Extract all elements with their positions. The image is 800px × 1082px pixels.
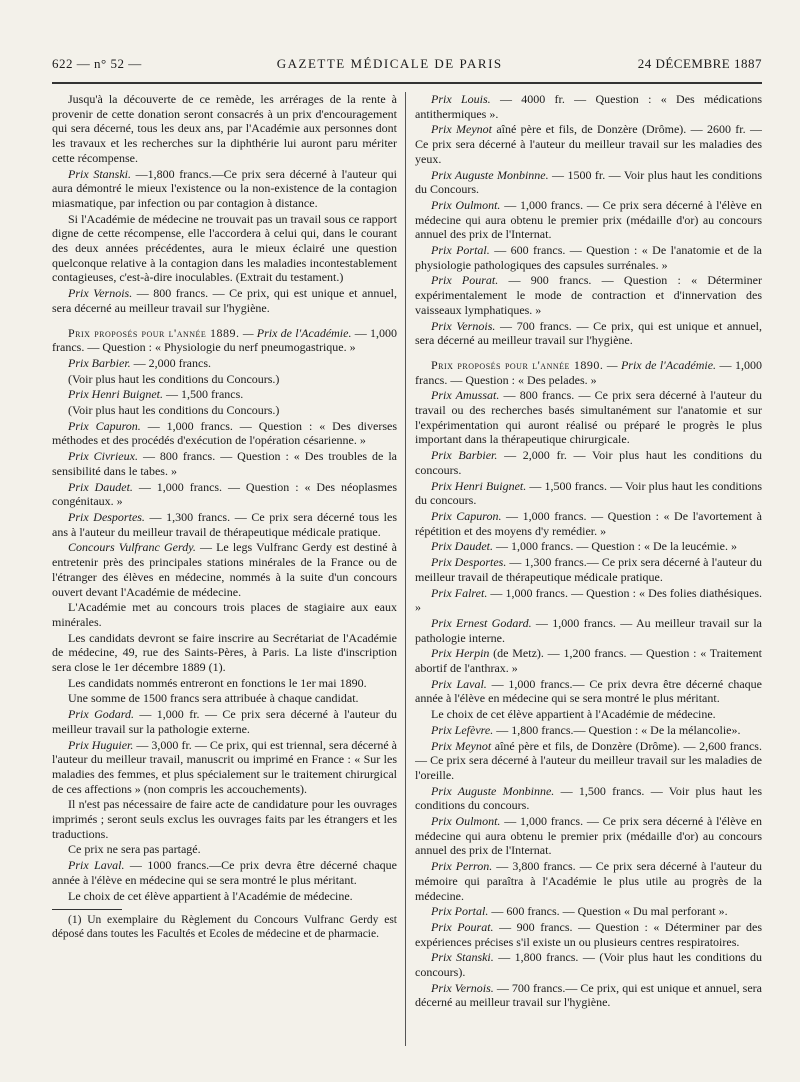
paragraph-text: — 1,300 francs. — Ce prix sera décerné tous les ans à l'auteur du meilleur travail de thérapeutique médicale pratique. <box>52 509 397 539</box>
page-header <box>52 56 762 76</box>
paragraph-text: aîné père et fils, de Donzère (Drôme). — 2600 fr. — Ce prix sera décerné à l'auteur du meilleur travail sur les maladies des yeux. <box>415 122 762 166</box>
paragraph <box>52 858 397 887</box>
paragraph-text: Le choix de cet élève appartient à l'Académie de médecine. <box>68 888 353 903</box>
left-column <box>52 92 397 1046</box>
paragraph-text: — 1,000 francs. — Question : « Des pelades. » <box>415 357 762 387</box>
prize-name: Prix Portal. <box>431 904 489 919</box>
paragraph <box>52 92 397 166</box>
prize-name: Prix Godard. <box>68 707 134 722</box>
paragraph <box>52 167 397 211</box>
paragraph <box>52 691 397 706</box>
paragraph-text: — 2,000 fr. — Voir plus haut les conditions du concours. <box>415 448 762 477</box>
prize-name: Prix Lefèvre. <box>431 722 494 737</box>
paragraph-text: — Le legs Vulfranc Gerdy est destiné à entretenir près des principales stations minérales de la France ou de l'étranger des élèves en médecine, nommés à la suite d'un concours ouvert devant l'Académie de médecine. <box>52 540 397 599</box>
paragraph <box>52 738 397 797</box>
prize-name: Prix Pourat. <box>431 919 494 934</box>
journal-title: GAZETTE MÉDICALE DE PARIS <box>276 56 503 71</box>
paragraph <box>52 631 397 675</box>
prize-name: Prix Barbier. <box>68 355 131 370</box>
header-rule <box>52 82 762 84</box>
paragraph <box>415 198 762 242</box>
prize-name: Prix Herpin <box>431 646 490 661</box>
paragraph-text: — 1,500 francs. — Voir plus haut les conditions du concours. <box>415 478 762 508</box>
paragraph <box>52 326 397 355</box>
paragraph <box>52 419 397 448</box>
paragraph <box>52 676 397 691</box>
prize-name: Concours Vulfranc Gerdy. <box>68 540 196 555</box>
paragraph <box>52 356 397 371</box>
paragraph <box>415 920 762 949</box>
paragraph-text: (Voir plus haut les conditions du Concours.) <box>68 371 280 386</box>
paragraph <box>415 859 762 903</box>
paragraph-text: — 3,800 francs. — Ce prix sera décerné à l'auteur du mémoire qui paraîtra à l'Académie le plus utile au progrès de la médecine. <box>415 859 762 903</box>
paragraph <box>415 358 762 387</box>
paragraph <box>52 480 397 509</box>
issue-number: — n° 52 — <box>76 56 142 71</box>
prize-name: Prix Falret. <box>431 585 488 600</box>
paragraph-text: — 600 francs. — Question « Du mal perforant ». <box>488 904 728 919</box>
paragraph <box>415 273 762 317</box>
paragraph-text: Une somme de 1500 francs sera attribuée à chaque candidat. <box>68 691 359 706</box>
paragraph <box>415 739 762 783</box>
paragraph-text: — 3,000 fr. — Ce prix, qui est triennal, sera décerné à l'auteur du meilleur travail, manuscrit ou imprimé en France : « Sur les maladies des femmes, et plus spécialement sur le traitement chirurgical de ces affections » (non compris les accouchements). <box>52 737 397 796</box>
prize-name: Prix Laval. <box>68 858 125 873</box>
right-column <box>415 92 762 1046</box>
paragraph-text: — 4000 fr. — Question : « Des médications antithermiques ». <box>415 92 762 121</box>
prize-name: Prix Capuron. <box>68 418 141 433</box>
paragraph <box>52 600 397 629</box>
footnote-rule <box>52 909 122 910</box>
prize-name: Prix Oulmont. <box>431 197 501 212</box>
paragraph-text: — 1,000 francs. — Question : « Des diverses méthodes et des procédés d'exécution de l'opération césarienne. » <box>52 418 397 448</box>
paragraph <box>415 784 762 813</box>
prize-name: Prix Vernois. <box>431 980 494 995</box>
paragraph-text: —1,800 francs.—Ce prix sera décerné à l'auteur qui aura démontré le mieux l'existence ou la non-existence de la contagion miasmatique, par infection ou par contagion à distance. <box>52 166 397 210</box>
paragraph <box>415 92 762 121</box>
paragraph-text: — 1500 fr. — Voir plus haut les conditions du Concours. <box>415 167 762 197</box>
paragraph-text: — 1,000 fr. — Ce prix sera décerné à l'auteur du meilleur travail sur la pathologie externe. <box>52 707 397 736</box>
paragraph-text: — 1,800 francs.— Question : « De la mélancolie». <box>493 722 741 737</box>
paragraph <box>415 723 762 738</box>
prize-name: Prix Ernest Godard. <box>431 615 532 630</box>
prize-name: — Prix de l'Académie. <box>603 357 717 372</box>
paragraph-text: Le choix de cet élève appartient à l'Académie de médecine. <box>431 707 716 722</box>
paragraph-text: Les candidats nommés entreront en fonctions le 1er mai 1890. <box>68 675 367 690</box>
paragraph-text: Ce prix ne sera pas partagé. <box>68 842 201 857</box>
paragraph-text: Jusqu'à la découverte de ce remède, les arrérages de la rente à provenir de cette donation seront consacrés à un prix d'encouragement qui sera décerné, tous les deux ans, par l'Académie aux personnes dont les travaux et les recherches sur la diphthérie lui auront paru mériter cette récompense. <box>52 92 397 165</box>
paragraph-text: — 1,000 francs. — Question : « Des néoplasmes congénitaux. » <box>52 479 397 509</box>
paragraph-text: — 1,000 francs.— Ce prix devra être décerné chaque année à l'élève en médecine qui se sera montré le plus méritant. <box>415 676 762 706</box>
page-number: 622 <box>52 56 73 71</box>
prize-name: Prix Vernois. <box>68 286 133 301</box>
prize-name: Prix Stanski. <box>68 166 131 181</box>
paragraph-text: — 1,000 francs. — Ce prix sera décerné à l'élève en médecine qui aura obtenu le premier prix (médaille d'or) au concours annuel des prix de l'Internat. <box>415 197 762 242</box>
prize-name: Prix Louis. <box>431 92 491 106</box>
paragraph-text: — 900 francs. — Question : « Déterminer expérimentalement le mode de contraction et d'innervation des vaisseaux lymphatiques. » <box>415 273 762 317</box>
prize-name: Prix Capuron. <box>431 508 502 523</box>
paragraph <box>415 388 762 447</box>
paragraph <box>415 677 762 706</box>
paragraph-text: — 800 francs. — Ce prix, qui est unique et annuel, sera décerné au meilleur travail sur l'hygiène. <box>52 286 397 315</box>
paragraph <box>52 403 397 418</box>
paragraph <box>52 707 397 736</box>
paragraph-text: L'Académie met au concours trois places de stagiaire aux eaux minérales. <box>52 600 397 629</box>
paragraph-text: — 1,500 francs. — Voir plus haut les conditions du concours. <box>415 783 762 813</box>
paragraph-text: — 2,000 francs. <box>130 355 211 370</box>
paragraph <box>415 319 762 348</box>
prize-name: — Prix de l'Académie. <box>239 325 352 340</box>
prize-name: Prix Desportes. <box>68 509 145 524</box>
column-divider <box>405 92 406 1046</box>
prize-name: Prix Barbier. <box>431 448 498 463</box>
paragraph <box>415 981 762 1010</box>
prize-name: Prix Huguier. <box>68 737 134 752</box>
paragraph <box>52 842 397 857</box>
paragraph <box>415 904 762 919</box>
paragraph <box>52 797 397 841</box>
paragraph-text: — 1,000 francs. — Au meilleur travail sur la pathologie interne. <box>415 615 762 645</box>
paragraph <box>415 950 762 979</box>
prize-name: Prix Vernois. <box>431 318 496 333</box>
paragraph-text: — 1,000 francs. — Question : « Des folies diathésiques. » <box>415 585 762 615</box>
prize-name: Prix Henri Buignet. <box>68 387 163 402</box>
section-heading: Prix proposés pour l'année 1889. <box>68 325 240 340</box>
paragraph <box>52 889 397 904</box>
prize-name: Prix Henri Buignet. <box>431 478 527 493</box>
paragraph <box>415 555 762 584</box>
paragraph <box>415 646 762 675</box>
prize-name: Prix Meynot <box>431 738 492 753</box>
prize-name: Prix Stanski. <box>431 950 494 965</box>
prize-name: Prix Daudet. <box>68 479 133 494</box>
paragraph-text: — 1,800 francs. — (Voir plus haut les conditions du concours). <box>415 950 762 980</box>
paragraph-text: (1) Un exemplaire du Règlement du Concours Vulfranc Gerdy est déposé dans toutes les Facultés et Ecoles de médecine et de pharmacie. <box>52 914 397 940</box>
section-heading: Prix proposés pour l'année 1890. <box>431 357 604 372</box>
prize-name: Prix Meynot <box>431 122 492 137</box>
paragraph-text: — 800 francs. — Ce prix sera décerné à l'auteur du travail ou des recherches basés simultanément sur l'anatomie et sur l'expérimentation qui auront réalisé ou préparé le progrès le plus important dans la thérapeutique chirurgicale. <box>415 388 762 447</box>
paragraph-text: — 1,000 francs. — Question : « De l'avortement à répétition et des moyens d'y remédier. » <box>415 508 762 538</box>
prize-name: Prix Perron. <box>431 859 493 874</box>
paragraph <box>415 243 762 272</box>
paragraph <box>52 449 397 478</box>
paragraph-text: (Voir plus haut les conditions du Concours.) <box>68 403 280 418</box>
paragraph-text: — 600 francs. — Question : « De l'anatomie et de la physiologie pathologiques des capsules surrénales. » <box>415 243 762 272</box>
prize-name: Prix Civrieux. <box>68 449 138 464</box>
footnote <box>52 914 397 941</box>
prize-name: Prix Auguste Monbinne. <box>431 783 555 798</box>
paragraph <box>415 539 762 554</box>
paragraph <box>52 372 397 387</box>
paragraph-text: Il n'est pas nécessaire de faire acte de candidature pour les ouvrages imprimés ; seront seuls exclus les ouvrages faits par les étrangers et les traductions. <box>52 797 397 841</box>
prize-name: Prix Oulmont. <box>431 814 501 829</box>
issue-date: 24 DÉCEMBRE 1887 <box>637 56 762 71</box>
paragraph <box>52 540 397 599</box>
prize-name: Prix Amussat. <box>431 388 500 403</box>
paragraph-text: — 900 francs. — Question : « Déterminer par des expériences précises s'il existe un ou plusieurs centres respiratoires. <box>415 919 762 949</box>
paragraph-text: — 1,000 francs. — Question : « De la leucémie. » <box>493 539 737 554</box>
paragraph-text: — 1,000 francs. — Question : « Physiologie du nerf pneumogastrique. » <box>52 325 397 355</box>
prize-name: Prix Daudet. <box>431 539 493 554</box>
paragraph <box>415 814 762 858</box>
paragraph-text: — 1000 francs.—Ce prix devra être décerné chaque année à l'élève en médecine qui se sera montré le plus méritant. <box>52 858 397 887</box>
paragraph <box>52 510 397 539</box>
paragraph <box>415 122 762 166</box>
prize-name: Prix Desportes. <box>431 555 507 570</box>
paragraph-text: aîné père et fils, de Donzère (Drôme). — 2,600 francs. — Ce prix sera décerné à l'auteur du meilleur travail sur les maladies de l'oreille. <box>415 738 762 782</box>
paragraph <box>415 168 762 197</box>
prize-name: Prix Portal. <box>431 243 490 258</box>
paragraph-text: — 700 francs.— Ce prix, qui est unique et annuel, sera décerné au meilleur travail sur l'hygiène. <box>415 980 762 1010</box>
paragraph-text: — 1,500 francs. <box>162 387 244 402</box>
paragraph-text: — 1,300 francs.— Ce prix sera décerné à l'auteur du meilleur travail de thérapeutique médicale pratique. <box>415 555 762 584</box>
page-number-and-issue <box>52 56 142 72</box>
paragraph-text: Si l'Académie de médecine ne trouvait pas un travail sous ce rapport digne de cette récompense, elle l'accordera à celui qui, dans le courant des deux années précédentes, aura le mieux éclairé une question quelconque relative à la contagion dans les maladies incontestablement contagieuses, c'est-à-dire inoculables. (Extrait du testament.) <box>52 211 397 285</box>
paragraph <box>415 616 762 645</box>
paragraph <box>52 286 397 315</box>
paragraph <box>52 212 397 286</box>
prize-name: Prix Auguste Monbinne. <box>431 167 549 182</box>
prize-name: Prix Pourat. <box>431 273 499 288</box>
paragraph-text: — 800 francs. — Question : « Des troubles de la sensibilité dans le tabes. » <box>52 449 397 478</box>
paragraph-text: — 700 francs. — Ce prix, qui est unique et annuel, sera décerné au meilleur travail sur l'hygiène. <box>415 318 762 348</box>
paragraph <box>415 586 762 615</box>
paragraph <box>415 707 762 722</box>
paragraph <box>415 479 762 508</box>
paragraph-text: — 1,000 francs. — Ce prix sera décerné à l'élève en médecine qui aura obtenu le premier prix (médaille d'or) au concours annuel des prix de l'Internat. <box>415 814 762 858</box>
paragraph <box>415 509 762 538</box>
paragraph <box>52 387 397 402</box>
paragraph <box>415 448 762 477</box>
paragraph-text: Les candidats devront se faire inscrire au Secrétariat de l'Académie de médecine, 49, rue des Saints-Pères, à Paris. La liste d'inscription sera close le 1er décembre 1889 (1). <box>52 630 397 675</box>
paragraph-text: (de Metz). — 1,200 francs. — Question : « Traitement abortif de l'anthrax. » <box>415 646 762 676</box>
prize-name: Prix Laval. <box>431 676 487 691</box>
